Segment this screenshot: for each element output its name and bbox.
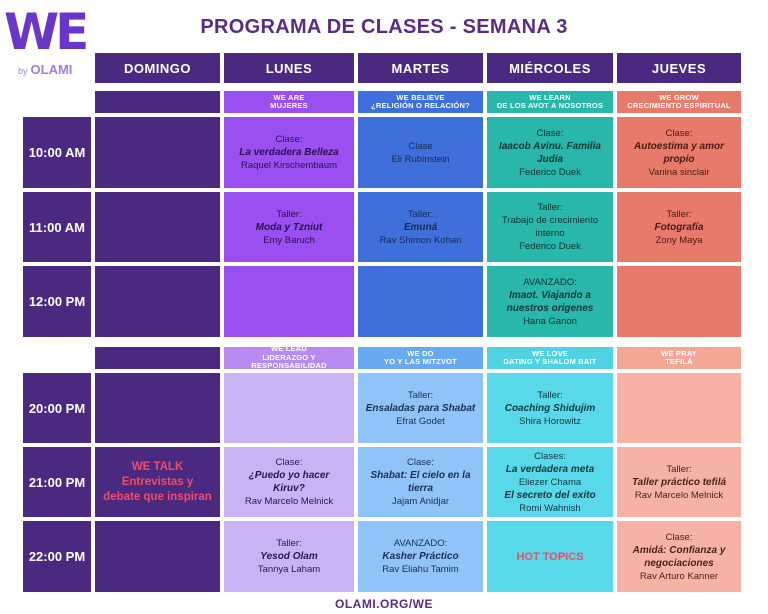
class-title: Emuná xyxy=(403,221,438,233)
class-type: Taller: xyxy=(407,208,434,220)
class-title: Iaacob Avinu. Familia xyxy=(499,140,601,152)
class-title: Moda y Tzniut xyxy=(255,221,323,233)
class-instructor: Jajam Anidjar xyxy=(391,496,450,507)
class-type: Taller: xyxy=(666,463,692,475)
class-instructor: Zony Maya xyxy=(655,234,703,246)
logo-brand: OLAMI xyxy=(30,62,73,77)
class-instructor: Eli Rubinstein xyxy=(391,153,450,165)
theme-title: WE ARE xyxy=(273,92,305,102)
time-11am: 11:00 AM xyxy=(23,192,91,262)
class-instructor: Tannya Laham xyxy=(257,564,321,575)
theme-title: WE DO xyxy=(407,348,434,358)
slot-jue-12 xyxy=(617,266,741,337)
class-type: Clases: xyxy=(534,450,566,462)
we-talk-title: WE TALK xyxy=(131,460,184,473)
class-instructor: Rav Arturo Kanner xyxy=(639,570,719,582)
theme-header-miercoles-2 xyxy=(487,347,613,369)
theme-header-lunes xyxy=(224,91,354,113)
class-cell-mie-20[interactable] xyxy=(487,373,613,443)
class-instructor: Federico Duek xyxy=(519,166,581,178)
logo-byline xyxy=(18,62,72,77)
class-type: Clase: xyxy=(407,457,434,468)
class-title: Yesod Olam xyxy=(260,551,318,562)
theme-subtitle: DATING Y SHALOM BAIT xyxy=(503,357,597,366)
class-type: Taller: xyxy=(276,208,302,220)
class-type: Taller: xyxy=(537,202,563,213)
class-cell-mie-12[interactable] xyxy=(487,266,613,337)
time-22pm: 22:00 PM xyxy=(23,521,91,592)
hot-topics-label: HOT TOPICS xyxy=(516,550,584,563)
time-10am: 10:00 AM xyxy=(23,117,91,188)
class-cell-mie-22[interactable] xyxy=(487,521,613,592)
class-type: Clase: xyxy=(665,531,693,543)
class-instructor: Vanina sinclair xyxy=(648,166,710,178)
class-title: La verdadera meta xyxy=(505,463,595,475)
class-cell-dom-21[interactable] xyxy=(95,447,220,517)
slot-dom-12 xyxy=(95,266,220,337)
day-header-martes: MARTES xyxy=(358,53,483,83)
class-type: Taller: xyxy=(276,538,302,549)
class-type: Clase: xyxy=(275,134,303,145)
class-title: Kasher Práctico xyxy=(382,551,459,562)
class-instructor: Efrat Godet xyxy=(396,415,445,427)
class-title: Coaching Shidujim xyxy=(504,402,596,414)
class-title: Judia xyxy=(536,153,564,165)
theme-title: WE GROW xyxy=(659,92,699,102)
class-title: Fotografía xyxy=(654,221,704,233)
class-title: El secreto del exito xyxy=(504,489,596,501)
class-type: Taller: xyxy=(666,208,692,220)
class-instructor: Hana Ganon xyxy=(523,315,577,327)
theme-subtitle: YO Y LAS MITZVOT xyxy=(384,357,457,366)
class-cell-lun-10[interactable] xyxy=(224,117,354,188)
slot-jue-20 xyxy=(617,373,741,443)
class-title: negociaciones xyxy=(644,557,714,569)
class-cell-jue-22[interactable] xyxy=(617,521,741,592)
theme-subtitle: DE LOS AVOT A NOSOTROS xyxy=(496,101,604,110)
slot-lun-12 xyxy=(224,266,354,337)
theme-header-jueves xyxy=(617,91,741,113)
theme-header-miercoles xyxy=(487,91,613,113)
theme-subtitle: LIDERAZGO Y RESPONSABILIDAD xyxy=(251,352,327,369)
theme-header-jueves-2 xyxy=(617,347,741,369)
theme-title: WE LEARN xyxy=(529,92,571,102)
theme-title: WE LEAD xyxy=(271,347,307,354)
class-type: Taller: xyxy=(537,389,563,401)
theme-title: WE PRAY xyxy=(661,348,697,358)
theme-header-domingo-2 xyxy=(95,347,220,369)
we-talk-desc: Entrevistas y xyxy=(121,475,194,488)
theme-subtitle: TEFILÁ xyxy=(665,357,693,366)
class-title: La verdadera Belleza xyxy=(239,147,339,158)
class-title: Trabajo de crecimiento xyxy=(501,215,599,226)
theme-title: WE BELIEVE xyxy=(396,92,445,102)
class-type: Clase: xyxy=(275,457,303,468)
class-cell-jue-21[interactable] xyxy=(617,447,741,517)
class-instructor: Rav Shimon Kohan xyxy=(379,234,462,246)
logo-by: by xyxy=(18,66,28,76)
time-20pm: 20:00 PM xyxy=(23,373,91,443)
page-title: PROGRAMA DE CLASES - SEMANA 3 xyxy=(200,16,568,38)
theme-header-lunes-2 xyxy=(224,347,354,369)
footer-url[interactable]: OLAMI.ORG/WE xyxy=(335,597,433,611)
class-instructor: Rav Marcelo Melnick xyxy=(634,489,724,501)
class-title: Shabat: El cielo en la xyxy=(370,470,471,481)
class-title: propio xyxy=(663,153,695,165)
class-type: AVANZADO: xyxy=(393,538,448,549)
class-title: Imaot. Viajando a xyxy=(509,289,591,301)
class-cell-mar-21[interactable] xyxy=(358,447,483,517)
theme-header-domingo xyxy=(95,91,220,113)
class-cell-mar-22[interactable] xyxy=(358,521,483,592)
time-12pm: 12:00 PM xyxy=(23,266,91,337)
class-instructor: Raquel Kirschembaum xyxy=(240,160,338,171)
class-cell-lun-11[interactable] xyxy=(224,192,354,262)
day-header-jueves: JUEVES xyxy=(617,53,741,83)
class-title: nuestros origenes xyxy=(506,302,594,314)
class-type: Clase xyxy=(408,140,433,152)
theme-subtitle: CRECIMIENTO ESPIRITUAL xyxy=(627,101,731,110)
class-instructor: Rav Marcelo Melnick xyxy=(244,496,334,507)
class-cell-mie-10[interactable] xyxy=(487,117,613,188)
slot-dom-10 xyxy=(95,117,220,188)
class-type: AVANZADO: xyxy=(523,276,577,288)
class-title: Kiruv? xyxy=(273,483,305,494)
class-title: tierra xyxy=(407,483,433,494)
class-cell-lun-22[interactable] xyxy=(224,521,354,592)
class-instructor: Shira Horowitz xyxy=(519,415,581,427)
class-instructor: Federico Duek xyxy=(519,241,581,252)
day-header-miercoles: MIÉRCOLES xyxy=(487,53,613,83)
class-title: ¿Puedo yo hacer xyxy=(248,470,330,481)
slot-mar-12 xyxy=(358,266,483,337)
slot-dom-20 xyxy=(95,373,220,443)
class-title: interno xyxy=(535,228,565,239)
theme-title: WE LOVE xyxy=(532,348,568,358)
slot-dom-11 xyxy=(95,192,220,262)
class-cell-mar-20[interactable] xyxy=(358,373,483,443)
class-title: Ensaladas para Shabat xyxy=(365,402,476,414)
class-cell-jue-11[interactable] xyxy=(617,192,741,262)
class-title: Amidá: Confianza y xyxy=(632,544,726,556)
class-cell-jue-10[interactable] xyxy=(617,117,741,188)
class-cell-lun-21[interactable] xyxy=(224,447,354,517)
class-cell-mar-10[interactable] xyxy=(358,117,483,188)
class-cell-mie-11[interactable] xyxy=(487,192,613,262)
slot-lun-20 xyxy=(224,373,354,443)
logo-we: WE xyxy=(4,3,86,61)
slot-dom-22 xyxy=(95,521,220,592)
class-instructor: Rav Eliahu Tamim xyxy=(382,564,459,575)
class-title: Taller práctico tefilá xyxy=(631,476,727,488)
day-header-domingo: DOMINGO xyxy=(95,53,220,83)
theme-subtitle: ¿RELIGIÓN O RELACIÓN? xyxy=(371,101,470,110)
class-cell-mie-21[interactable] xyxy=(487,447,613,517)
class-instructor: Romi Wahnish xyxy=(519,502,581,514)
class-instructor: Emy Baruch xyxy=(263,234,315,246)
theme-header-martes xyxy=(358,91,483,113)
class-type: Taller: xyxy=(407,389,434,401)
class-type: Clase: xyxy=(665,127,693,139)
class-instructor: Eliezer Chama xyxy=(518,476,582,488)
time-21pm: 21:00 PM xyxy=(23,447,91,517)
theme-header-martes-2 xyxy=(358,347,483,369)
class-type: Clase: xyxy=(536,127,564,139)
class-cell-mar-11[interactable] xyxy=(358,192,483,262)
class-title: Autoestima y amor xyxy=(633,140,725,152)
theme-subtitle: MUJERES xyxy=(270,101,308,110)
we-talk-desc: debate que inspiran xyxy=(103,490,212,503)
day-header-lunes: LUNES xyxy=(224,53,354,83)
